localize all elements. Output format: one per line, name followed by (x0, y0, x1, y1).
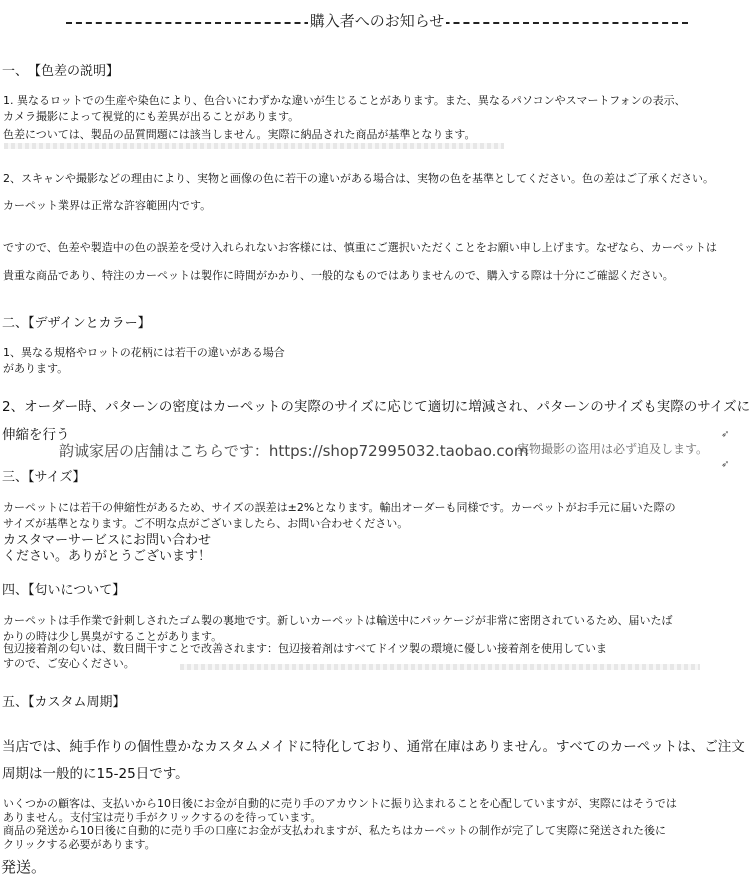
section-heading-odor: 四、【匂いについて】 (2, 583, 126, 598)
watermark-mark: ➶ (721, 459, 730, 470)
paragraph-text: クリックする必要があります。 (3, 838, 156, 851)
paragraph-text: 1、異なる規格やロットの花柄には若干の違いがある場合 (3, 346, 285, 359)
section-heading-size: 三、【サイズ】 (2, 470, 86, 485)
paragraph-text: 周期は一般的に15-25日です。 (2, 766, 189, 782)
watermark-mark: ➶ (721, 429, 730, 440)
paragraph-text: ありません。支付宝は売り手がクリックするのを待っています。 (3, 811, 322, 824)
paragraph-text: 発送。 (1, 858, 47, 876)
section-heading-color-difference: 一、 【色差の説明】 (2, 64, 120, 79)
paragraph-text: 色差については、製品の品質問題には該当しません。実際に納品された商品が基準となります。 (3, 128, 476, 141)
paragraph-text: いくつかの顧客は、支払いから10日後にお金が自動的に売り手のアカウントに振り込まれることを心配していますが、実際にはそうでは (3, 797, 677, 810)
paragraph-text: すので、ご安心ください。 (3, 657, 135, 670)
shop-watermark-link: 韵诚家居の店舗はこちらです：https://shop72995032.taobao.com (59, 442, 529, 460)
paragraph-text: カーペットは手作業で針刺しされたゴム製の裏地です。新しいカーペットは輸送中にパッケージが非常に密閉されているため、届いたば (3, 614, 673, 627)
paragraph-text: があります。 (3, 362, 69, 375)
faded-text-strip (4, 143, 504, 149)
paragraph-text: ください。ありがとうございます！ (3, 549, 212, 564)
paragraph-text: 2、オーダー時、パターンの密度はカーペットの実際のサイズに応じて適切に増減され、パターンのサイズも実際のサイズに (2, 399, 750, 415)
paragraph-text: 貴重な商品であり、特注のカーペットは製作に時間がかかり、一般的なものではありませんので、購入する際は十分にご確認ください。 (3, 269, 674, 282)
section-heading-custom-period: 五、【カスタム周期】 (2, 695, 126, 710)
section-heading-design-color: 二、【デザインとカラー】 (2, 316, 151, 331)
paragraph-text: カーペット業界は正常な許容範囲内です。 (3, 199, 212, 212)
paragraph-text: 当店では、純手作りの個性豊かなカスタムメイドに特化しており、通常在庫はありません。すべてのカーペットは、ご注文 (2, 739, 745, 755)
notice-title-bar (66, 10, 688, 32)
paragraph-text: 2、スキャンや撮影などの理由により、実物と画像の色に若干の違いがある場合は、実物の色を基準としてください。色の差はご了承ください。 (3, 172, 714, 185)
page-title: 購入者へのお知らせ (309, 12, 445, 30)
paragraph-text: 1. 異なるロットでの生産や染色により、色合いにわずかな違いが生じることがあります。また、異なるパソコンやスマートフォンの表示、 (3, 94, 686, 107)
paragraph-text: 商品の発送から10日後に自動的に売り手の口座にお金が支払われますが、私たちはカーペットの制作が完了して実際に発送された後に (3, 824, 666, 837)
paragraph-text: かりの時は少し異臭がすることがあります。 (3, 630, 223, 643)
paragraph-text: カメラ撮影によって視覚的にも差異が出ることがあります。 (3, 110, 300, 123)
paragraph-text: ですので、色差や製造中の色の誤差を受け入れられないお客様には、慎重にご選択いただくことをお願い申し上げます。なぜなら、カーペットは (3, 241, 717, 254)
shop-watermark-note: 実物撮影の盗用は必ず追及します。 (517, 442, 709, 456)
paragraph-text: 伸縮を行う (2, 427, 70, 443)
paragraph-text: 包辺接着剤の匂いは、数日間干すことで改善されます：包辺接着剤はすべてドイツ製の環境に優しい接着剤を使用していま (3, 642, 608, 655)
paragraph-text: カーペットには若干の伸縮性があるため、サイズの誤差は±2%となります。輸出オーダーも同様です。カーペットがお手元に届いた際の (3, 501, 676, 514)
paragraph-text: サイズが基準となります。ご不明な点がございましたら、お問い合わせください。 (3, 517, 409, 530)
paragraph-text: カスタマーサービスにお問い合わせ (3, 533, 212, 548)
faded-text-strip (180, 664, 700, 670)
